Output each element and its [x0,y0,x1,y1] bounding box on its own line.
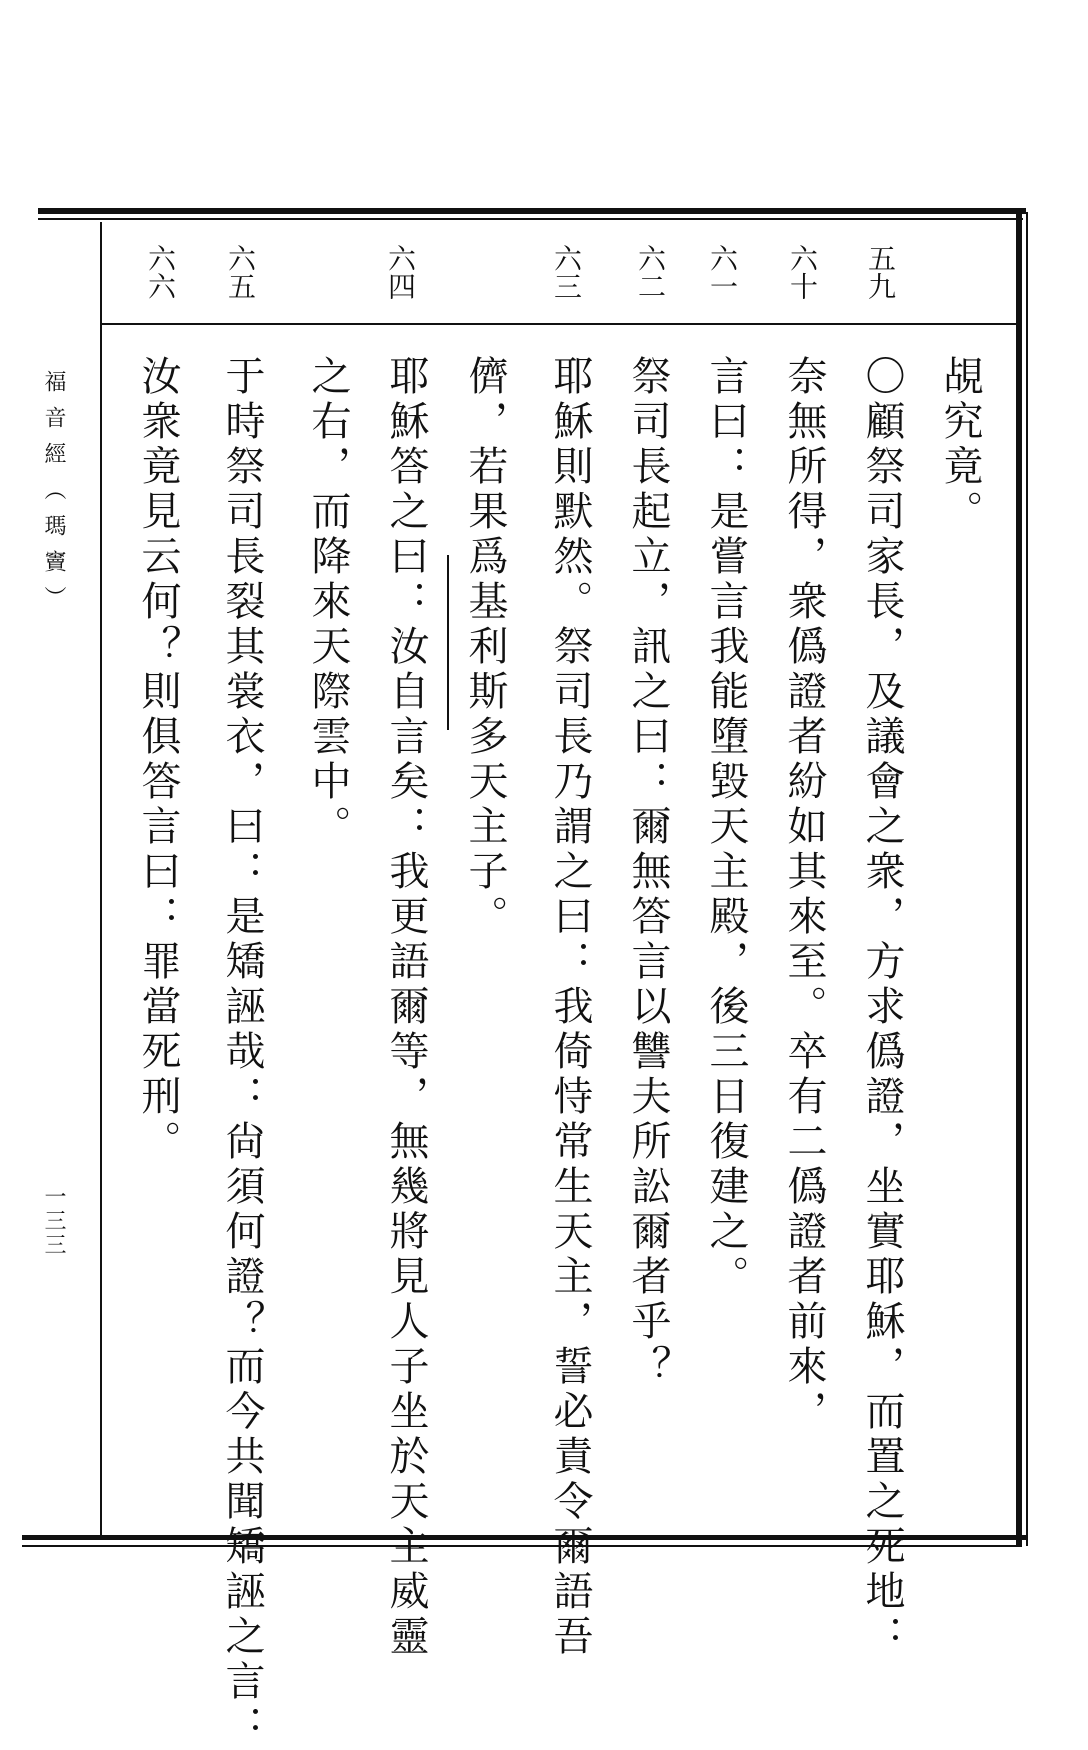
frame-top-rule [38,208,1026,214]
text-column: 祭司長起立，訊之曰：爾無答言以讐夫所訟爾者乎？ [625,355,671,1390]
frame-right-rule [1016,212,1022,1546]
verse-number: 六二 [634,244,667,300]
verse-number-divider [100,323,1016,325]
text-column: 奈無所得，衆僞證者紛如其來至。卒有二僞證者前來， [781,355,827,1435]
verse-number: 六十 [786,244,819,300]
verse-number: 六四 [384,244,417,300]
verse-number: 六六 [144,244,177,300]
frame-right-inner-rule [1026,212,1028,1546]
name-underline-mark [447,555,449,730]
frame-left-rule [100,222,102,1535]
text-column: 于時祭司長裂其裳衣，曰：是矯誣哉：尙須何證？而今共聞矯誣之言： [219,355,265,1750]
text-column: 之右，而降來天際雲中。 [305,355,351,850]
book-title: 福音經（瑪竇） [41,370,66,622]
text-column: 〇顧祭司家長，及議會之衆，方求僞證，坐實耶穌，而置之死地： [859,355,905,1660]
text-column: 汝衆竟見云何？則俱答言曰：罪當死刑。 [135,355,181,1165]
text-column: 儕，若果爲基利斯多天主子。 [462,355,508,940]
text-column: 耶穌答之曰：汝自言矣：我更語爾等，無幾將見人子坐於天主威靈 [383,355,429,1660]
page-number: 一三三 [41,1185,66,1257]
text-column: 覘究竟。 [937,355,983,535]
frame-top-inner-rule [38,218,1023,220]
verse-number: 六一 [706,244,739,300]
text-column: 言曰：是嘗言我能墮毀天主殿，後三日復建之。 [703,355,749,1300]
text-column: 耶穌則默然。祭司長乃謂之曰：我倚恃常生天主，誓必責令爾語吾 [547,355,593,1660]
verse-number: 六三 [550,244,583,300]
verse-number: 六五 [224,244,257,300]
verse-number: 五九 [864,244,897,300]
